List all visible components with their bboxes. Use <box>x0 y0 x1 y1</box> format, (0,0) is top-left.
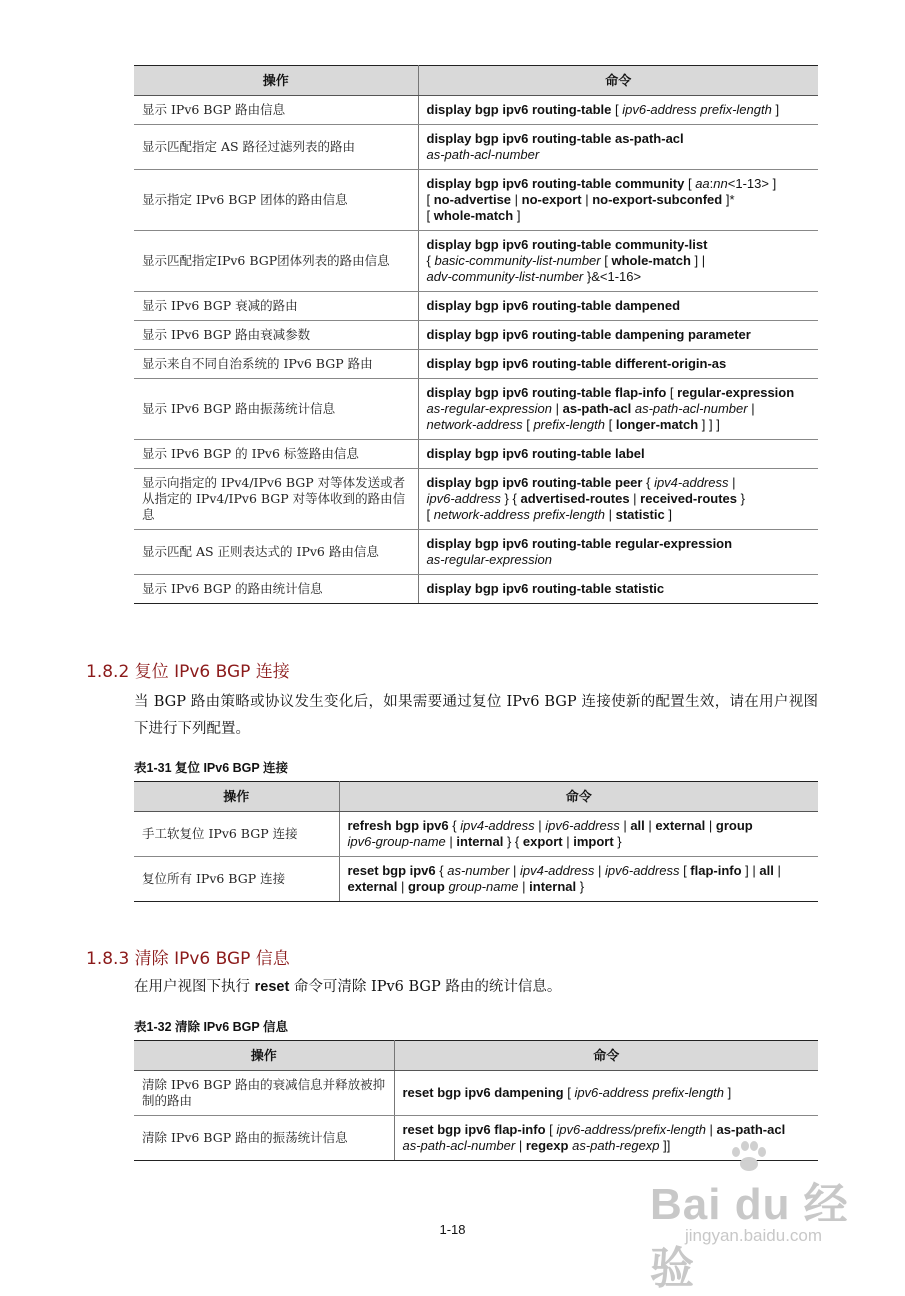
command-cell: display bgp ipv6 routing-table statistic <box>418 575 818 604</box>
command-cell: refresh bgp ipv6 { ipv4-address | ipv6-address | all | external | group ipv6-group-name | internal } { export | import } <box>339 812 818 857</box>
operation-cell: 显示向指定的 IPv4/IPv6 BGP 对等体发送或者从指定的 IPv4/IPv6 BGP 对等体收到的路由信息 <box>134 469 418 530</box>
operation-cell: 显示 IPv6 BGP 路由振荡统计信息 <box>134 379 418 440</box>
table-row <box>134 321 818 350</box>
section-paragraph-1-8-2: 当 BGP 路由策略或协议发生变化后，如果需要通过复位 IPv6 BGP 连接使新的配置生效，请在用户视图下进行下列配置。 <box>134 694 818 737</box>
table-caption-1-31: 表1-31 复位 IPv6 BGP 连接 <box>134 761 288 775</box>
operation-cell: 清除 IPv6 BGP 路由的衰减信息并释放被抑制的路由 <box>134 1071 394 1116</box>
table-caption-1-32: 表1-32 清除 IPv6 BGP 信息 <box>134 1020 288 1034</box>
table-header-operation: 操作 <box>134 782 339 812</box>
table-row <box>134 350 818 379</box>
operation-cell: 显示 IPv6 BGP 衰减的路由 <box>134 292 418 321</box>
command-cell: reset bgp ipv6 { as-number | ipv4-address | ipv6-address [ flap-info ] | all | external | group group-name | internal } <box>339 857 818 902</box>
table-row <box>134 857 818 902</box>
command-cell: display bgp ipv6 routing-table dampened <box>418 292 818 321</box>
table-display-commands <box>134 65 818 604</box>
operation-cell: 显示匹配 AS 正则表达式的 IPv6 路由信息 <box>134 530 418 575</box>
operation-cell: 显示匹配指定IPv6 BGP团体列表的路由信息 <box>134 231 418 292</box>
table-row <box>134 1071 818 1116</box>
watermark-url: jingyan.baidu.com <box>685 1226 823 1245</box>
table-body <box>134 812 818 902</box>
table-header-command: 命令 <box>339 782 818 812</box>
command-cell: display bgp ipv6 routing-table label <box>418 440 818 469</box>
page-number: 1-18 <box>439 1222 466 1237</box>
section-heading-1-8-2: 1.8.2 复位 IPv6 BGP 连接 <box>86 662 290 682</box>
operation-cell: 显示指定 IPv6 BGP 团体的路由信息 <box>134 170 418 231</box>
para-text-after: 命令可清除 IPv6 BGP 路由的统计信息。 <box>289 979 562 995</box>
command-cell: reset bgp ipv6 dampening [ ipv6-address prefix-length ] <box>394 1071 818 1116</box>
command-cell: display bgp ipv6 routing-table peer { ipv4-address | ipv6-address } { advertised-routes | received-routes } [ network-address prefix-length | statistic ] <box>418 469 818 530</box>
operation-cell: 显示 IPv6 BGP 路由信息 <box>134 96 418 125</box>
command-cell: display bgp ipv6 routing-table community [ aa:nn<1-13> ] [ no-advertise | no-export | no-export-subconfed ]* [ whole-match ] <box>418 170 818 231</box>
table-row <box>134 96 818 125</box>
operation-cell: 显示 IPv6 BGP 路由衰减参数 <box>134 321 418 350</box>
operation-cell: 手工软复位 IPv6 BGP 连接 <box>134 812 339 857</box>
para-command-reset: reset <box>254 979 290 995</box>
table-row <box>134 575 818 604</box>
operation-cell: 显示匹配指定 AS 路径过滤列表的路由 <box>134 125 418 170</box>
table-row <box>134 292 818 321</box>
table-header-operation: 操作 <box>134 1041 394 1071</box>
table-row <box>134 125 818 170</box>
table-header-command: 命令 <box>418 66 818 96</box>
section-paragraph-1-8-3 <box>134 974 818 1001</box>
command-cell: display bgp ipv6 routing-table as-path-acl as-path-acl-number <box>418 125 818 170</box>
command-cell: reset bgp ipv6 flap-info [ ipv6-address/prefix-length | as-path-acl as-path-acl-number | regexp as-path-regexp ]] <box>394 1116 818 1161</box>
table-row <box>134 170 818 231</box>
operation-cell: 显示 IPv6 BGP 的路由统计信息 <box>134 575 418 604</box>
table-body <box>134 96 818 604</box>
table-row <box>134 530 818 575</box>
table-row <box>134 440 818 469</box>
operation-cell: 清除 IPv6 BGP 路由的振荡统计信息 <box>134 1116 394 1161</box>
table-row <box>134 812 818 857</box>
table-reset-connections <box>134 781 818 902</box>
table-row <box>134 469 818 530</box>
baidu-jingyan-watermark <box>640 1140 865 1293</box>
command-cell: display bgp ipv6 routing-table dampening parameter <box>418 321 818 350</box>
command-cell: display bgp ipv6 routing-table regular-expression as-regular-expression <box>418 530 818 575</box>
command-cell: display bgp ipv6 routing-table community-list { basic-community-list-number [ whole-match ] | adv-community-list-number }&<1-16> <box>418 231 818 292</box>
section-heading-1-8-3: 1.8.3 清除 IPv6 BGP 信息 <box>86 949 290 969</box>
table-header-command: 命令 <box>394 1041 818 1071</box>
para-text-before: 在用户视图下执行 <box>134 979 255 995</box>
command-cell: display bgp ipv6 routing-table [ ipv6-address prefix-length ] <box>418 96 818 125</box>
command-cell: display bgp ipv6 routing-table different-origin-as <box>418 350 818 379</box>
operation-cell: 显示 IPv6 BGP 的 IPv6 标签路由信息 <box>134 440 418 469</box>
operation-cell: 复位所有 IPv6 BGP 连接 <box>134 857 339 902</box>
command-cell: display bgp ipv6 routing-table flap-info [ regular-expression as-regular-expression | as-path-acl as-path-acl-number | network-address [ prefix-length [ longer-match ] ] ] <box>418 379 818 440</box>
operation-cell: 显示来自不同自治系统的 IPv6 BGP 路由 <box>134 350 418 379</box>
table-header-operation: 操作 <box>134 66 418 96</box>
table-row <box>134 231 818 292</box>
table-row <box>134 379 818 440</box>
watermark-logo: Bai du 经验 <box>650 1180 849 1293</box>
